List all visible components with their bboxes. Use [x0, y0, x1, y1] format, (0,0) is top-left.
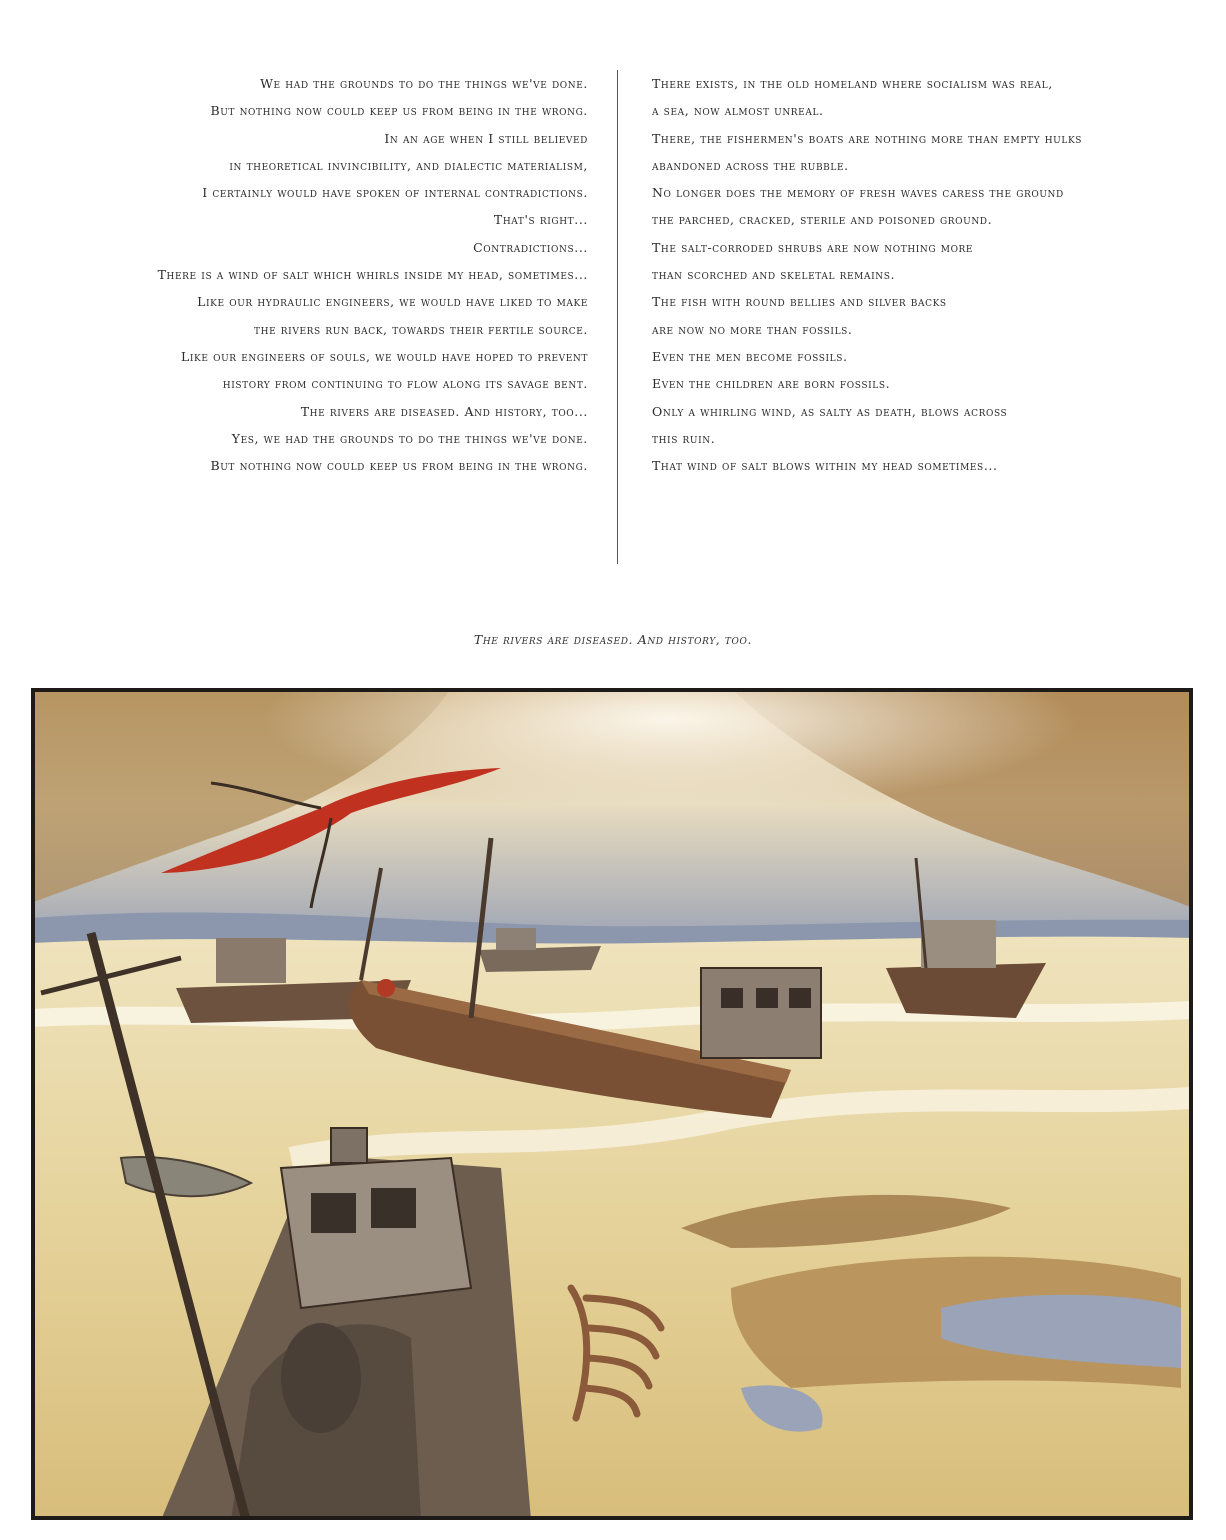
poem-line: The salt-corroded shrubs are now nothing more: [652, 239, 974, 255]
poem-line: There is a wind of salt which whirls inside my head, sometimes...: [157, 267, 588, 283]
poem-line: this ruin.: [652, 430, 716, 446]
poem-line: There exists, in the old homeland where socialism was real,: [652, 76, 1053, 91]
illustration-stranded-boats: [31, 688, 1193, 1520]
poem-line: In an age when I still believed: [384, 130, 588, 146]
poem-line: in theoretical invincibility, and dialectic materialism,: [229, 157, 588, 173]
poem-line: abandoned across the rubble.: [652, 157, 849, 173]
poem-line: We had the grounds to do the things we've done.: [260, 76, 588, 91]
poem-line: Even the men become fossils.: [652, 348, 848, 364]
poem-line: are now no more than fossils.: [652, 321, 853, 337]
poem-line: That wind of salt blows within my head sometimes...: [652, 458, 998, 474]
poem-line: the parched, cracked, sterile and poisoned ground.: [652, 212, 993, 228]
sky-glow: [31, 688, 1193, 948]
poem-line: Only a whirling wind, as salty as death, blows across: [652, 403, 1008, 419]
illustration-caption: The rivers are diseased. And history, too.: [473, 632, 753, 647]
poem-line: I certainly would have spoken of internal contradictions.: [202, 185, 588, 201]
poem-line: Like our engineers of souls, we would have hoped to prevent: [180, 348, 588, 364]
poem-line: There, the fishermen's boats are nothing more than empty hulks: [652, 130, 1083, 146]
right-poem: [652, 70, 1172, 479]
poem-line: Yes, we had the grounds to do the things we've done.: [231, 430, 588, 446]
poem-line: No longer does the memory of fresh waves caress the ground: [652, 185, 1064, 201]
column-divider: [617, 70, 618, 564]
poem-line: Even the children are born fossils.: [652, 376, 891, 392]
poem-line: the rivers run back, towards their fertile source.: [254, 321, 588, 337]
poem-line: The fish with round bellies and silver backs: [652, 294, 947, 310]
poem-line: a sea, now almost unreal.: [652, 103, 824, 119]
poem-line: Contradictions...: [473, 239, 588, 255]
left-poem: [68, 70, 588, 479]
poem-line: The rivers are diseased. And history, too...: [300, 403, 588, 419]
poem-line: Like our hydraulic engineers, we would have liked to make: [197, 294, 588, 310]
poem-line: But nothing now could keep us from being in the wrong.: [210, 103, 588, 119]
poem-line: than scorched and skeletal remains.: [652, 267, 896, 283]
poem-line: But nothing now could keep us from being in the wrong.: [210, 458, 588, 474]
poem-line: history from continuing to flow along its savage bent.: [222, 376, 588, 392]
poem-line: That's right...: [493, 212, 588, 228]
